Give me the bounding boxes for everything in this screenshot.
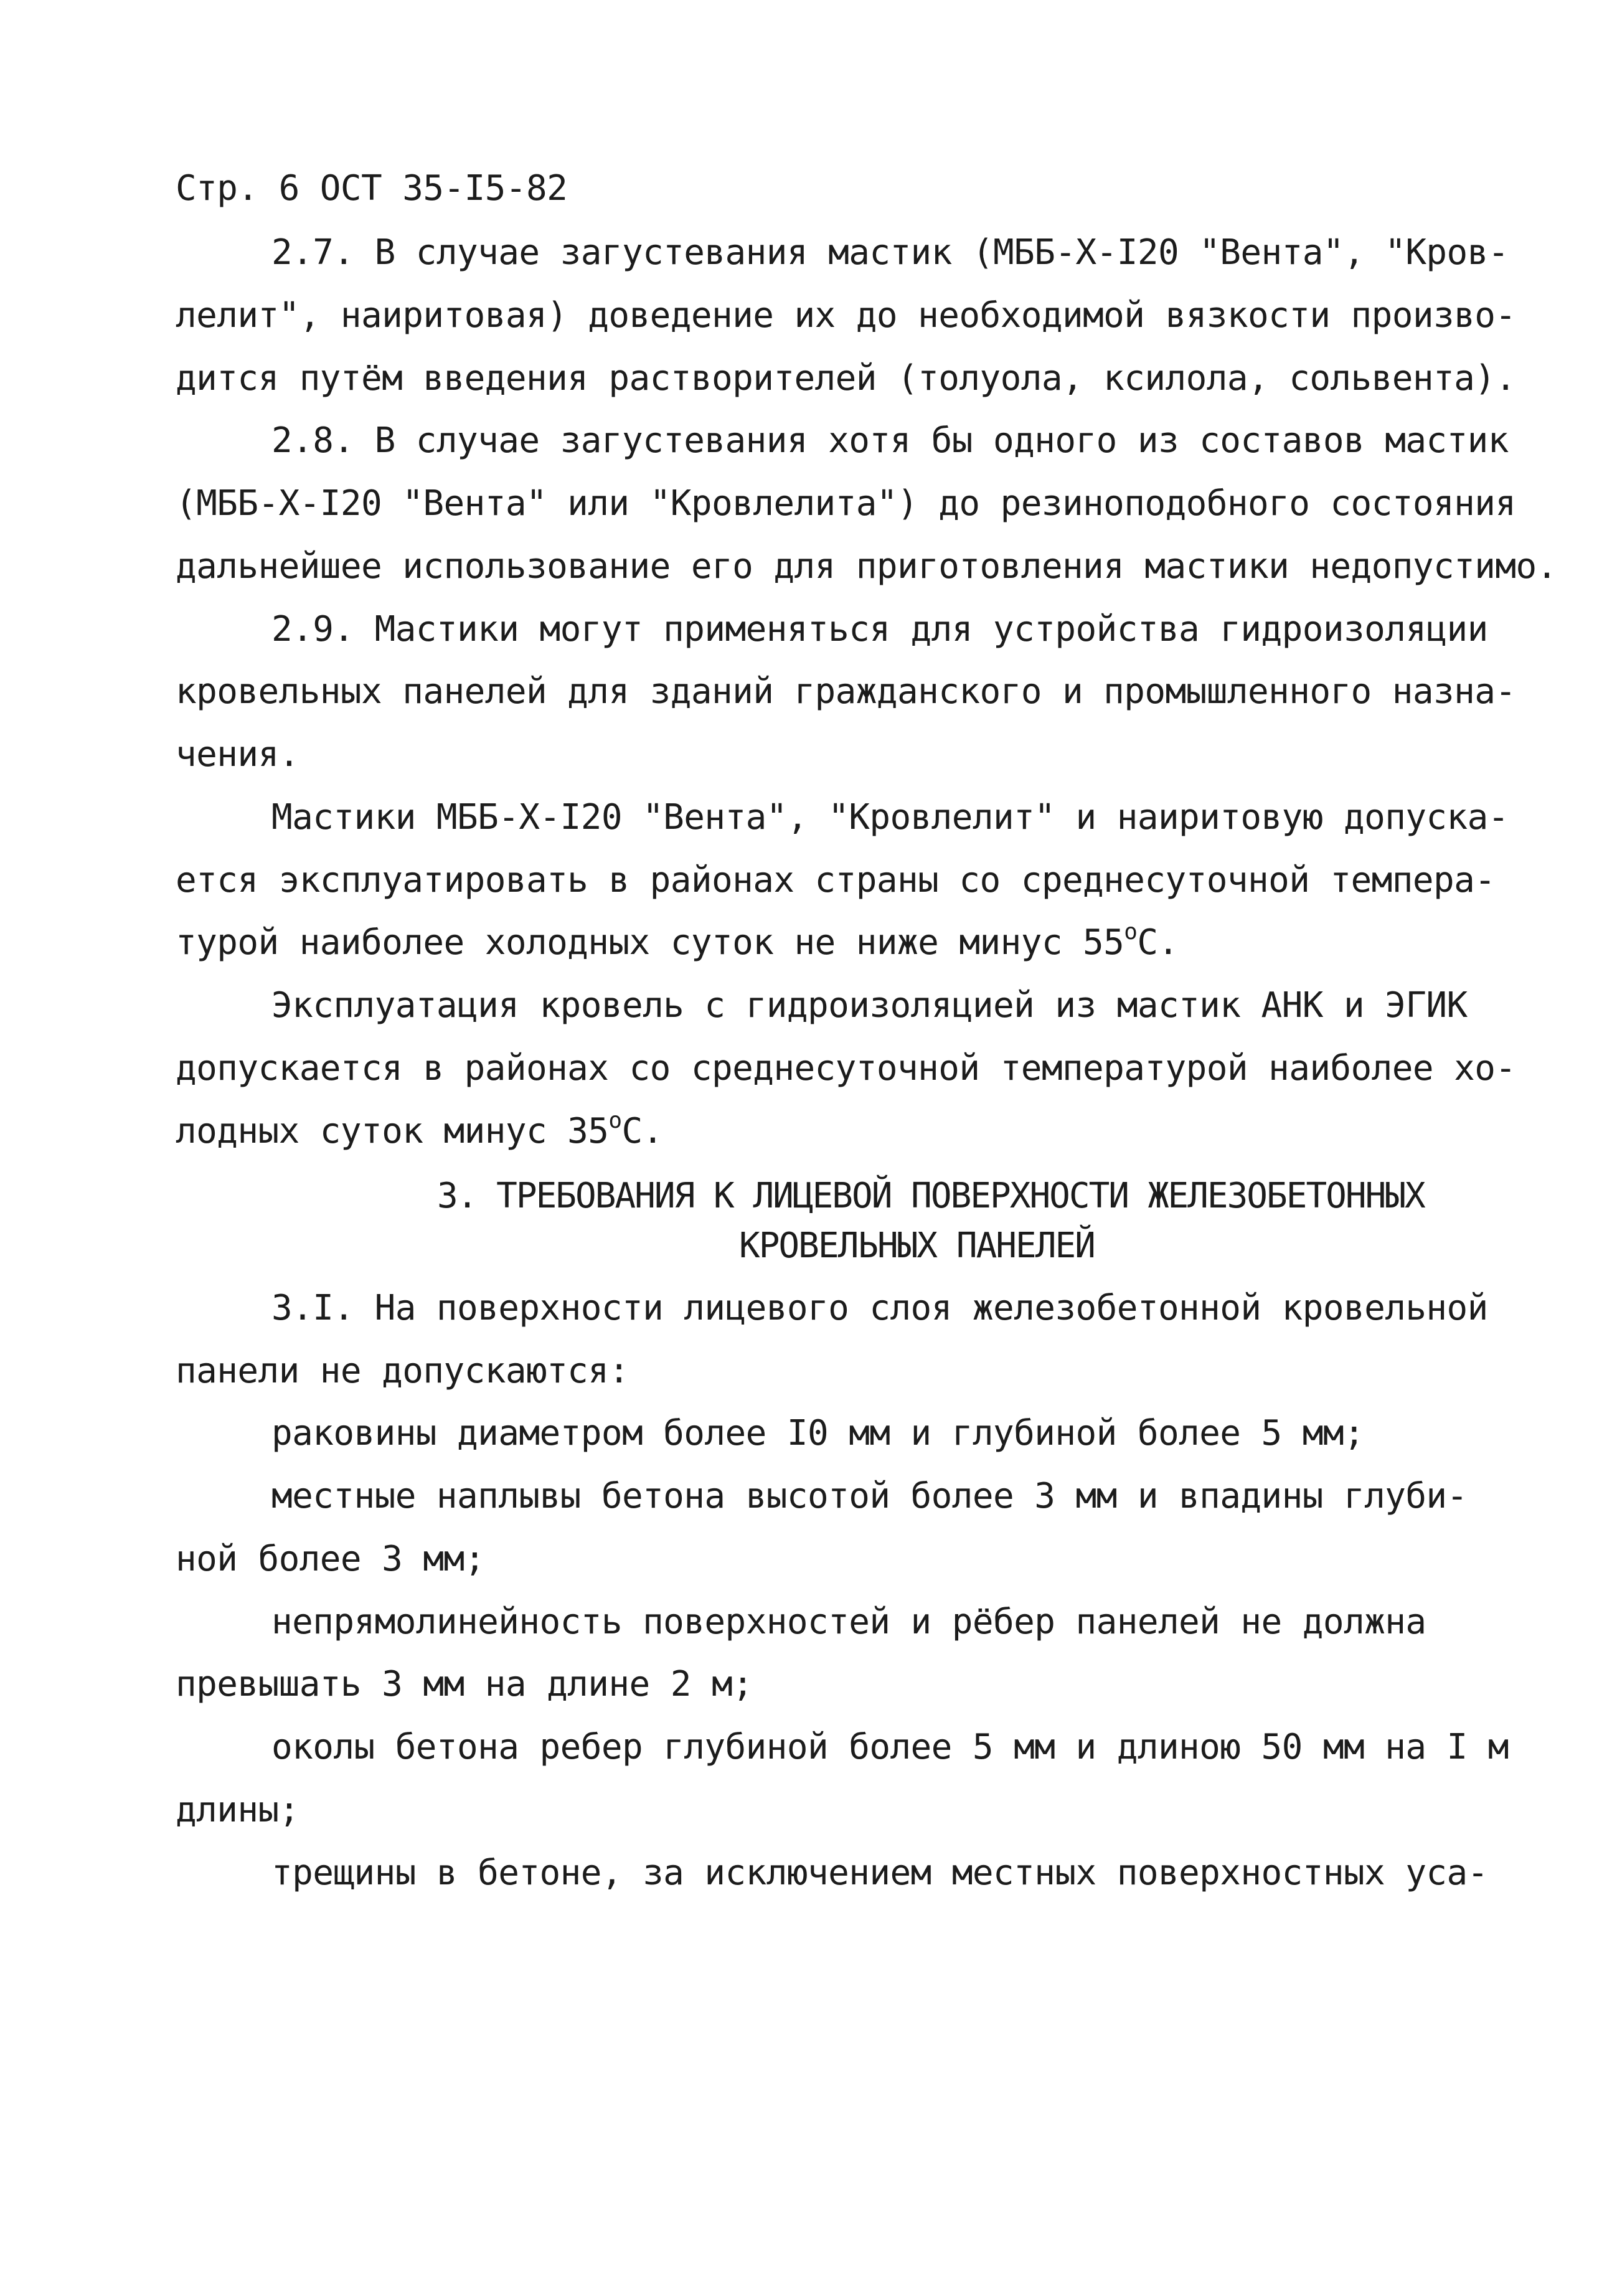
celsius-unit: С.: [1137, 922, 1179, 963]
paragraph-3-1-line-2: панели не допускаются:: [176, 1351, 629, 1391]
paragraph-mastics-line-3: [176, 921, 1179, 965]
degree-sign: о: [608, 1108, 622, 1133]
paragraph-2-9-line-2: кровельных панелей для зданий гражданского и промышленного назна-: [176, 671, 1516, 712]
paragraph-operation-line-1: Эксплуатация кровель с гидроизоляцией из мастик АНК и ЭГИК: [271, 985, 1468, 1026]
paragraph-operation-line-2: допускается в районах со среднесуточной температурой наиболее хо-: [176, 1048, 1516, 1089]
degree-sign: о: [1124, 919, 1138, 945]
list-item-cavities: раковины диаметром более I0 мм и глубиной более 5 мм;: [271, 1413, 1365, 1453]
temperature-text: турой наиболее холодных суток не ниже минус 55: [176, 922, 1124, 963]
list-item-cracks-line-1: трещины в бетоне, за исключением местных поверхностных уса-: [271, 1853, 1488, 1893]
paragraph-mastics-line-2: ется эксплуатировать в районах страны со среднесуточной темпера-: [176, 860, 1496, 900]
paragraph-2-9-line-1: 2.9. Мастики могут применяться для устройства гидроизоляции: [271, 609, 1488, 650]
list-item-straightness-line-1: непрямолинейность поверхностей и рёбер панелей не должна: [271, 1602, 1426, 1642]
list-item-influx-line-2: ной более 3 мм;: [176, 1539, 485, 1579]
paragraph-2-8-line-1: 2.8. В случае загустевания хотя бы одного из составов мастик: [271, 420, 1509, 461]
paragraph-3-1-line-1: 3.I. На поверхности лицевого слоя железобетонной кровельной: [271, 1288, 1488, 1328]
temperature-text: лодных суток минус 35: [176, 1111, 609, 1151]
paragraph-2-7-line-3: дится путём введения растворителей (толуола, ксилола, сольвента).: [176, 358, 1516, 399]
page-header: Стр. 6 ОСТ 35-I5-82: [176, 168, 568, 209]
celsius-unit: С.: [621, 1111, 663, 1151]
section-3-title-line-2: КРОВЕЛЬНЫХ ПАНЕЛЕЙ: [739, 1226, 1095, 1266]
paragraph-operation-line-3: [176, 1110, 663, 1153]
paragraph-2-8-line-2: (МББ-Х-I20 "Вента" или "Кровлелита") до резиноподобного состояния: [176, 483, 1516, 524]
list-item-chips-line-2: длины;: [176, 1790, 299, 1830]
paragraph-2-7-line-2: лелит", наиритовая) доведение их до необходимой вязкости произво-: [176, 295, 1516, 336]
list-item-influx-line-1: местные наплывы бетона высотой более 3 мм и впадины глуби-: [271, 1476, 1468, 1516]
paragraph-mastics-line-1: Мастики МББ-Х-I20 "Вента", "Кровлелит" и наиритовую допуска-: [271, 797, 1509, 838]
paragraph-2-7-line-1: 2.7. В случае загустевания мастик (МББ-Х-I20 "Вента", "Кров-: [271, 232, 1509, 273]
list-item-chips-line-1: околы бетона ребер глубиной более 5 мм и длиною 50 мм на I м: [271, 1727, 1509, 1767]
paragraph-2-8-line-3: дальнейшее использование его для приготовления мастики недопустимо.: [176, 546, 1557, 587]
list-item-straightness-line-2: превышать 3 мм на длине 2 м;: [176, 1664, 753, 1704]
section-3-title-line-1: 3. ТРЕБОВАНИЯ К ЛИЦЕВОЙ ПОВЕРХНОСТИ ЖЕЛЕЗОБЕТОННЫХ: [437, 1176, 1425, 1216]
paragraph-2-9-line-3: чения.: [176, 734, 299, 775]
